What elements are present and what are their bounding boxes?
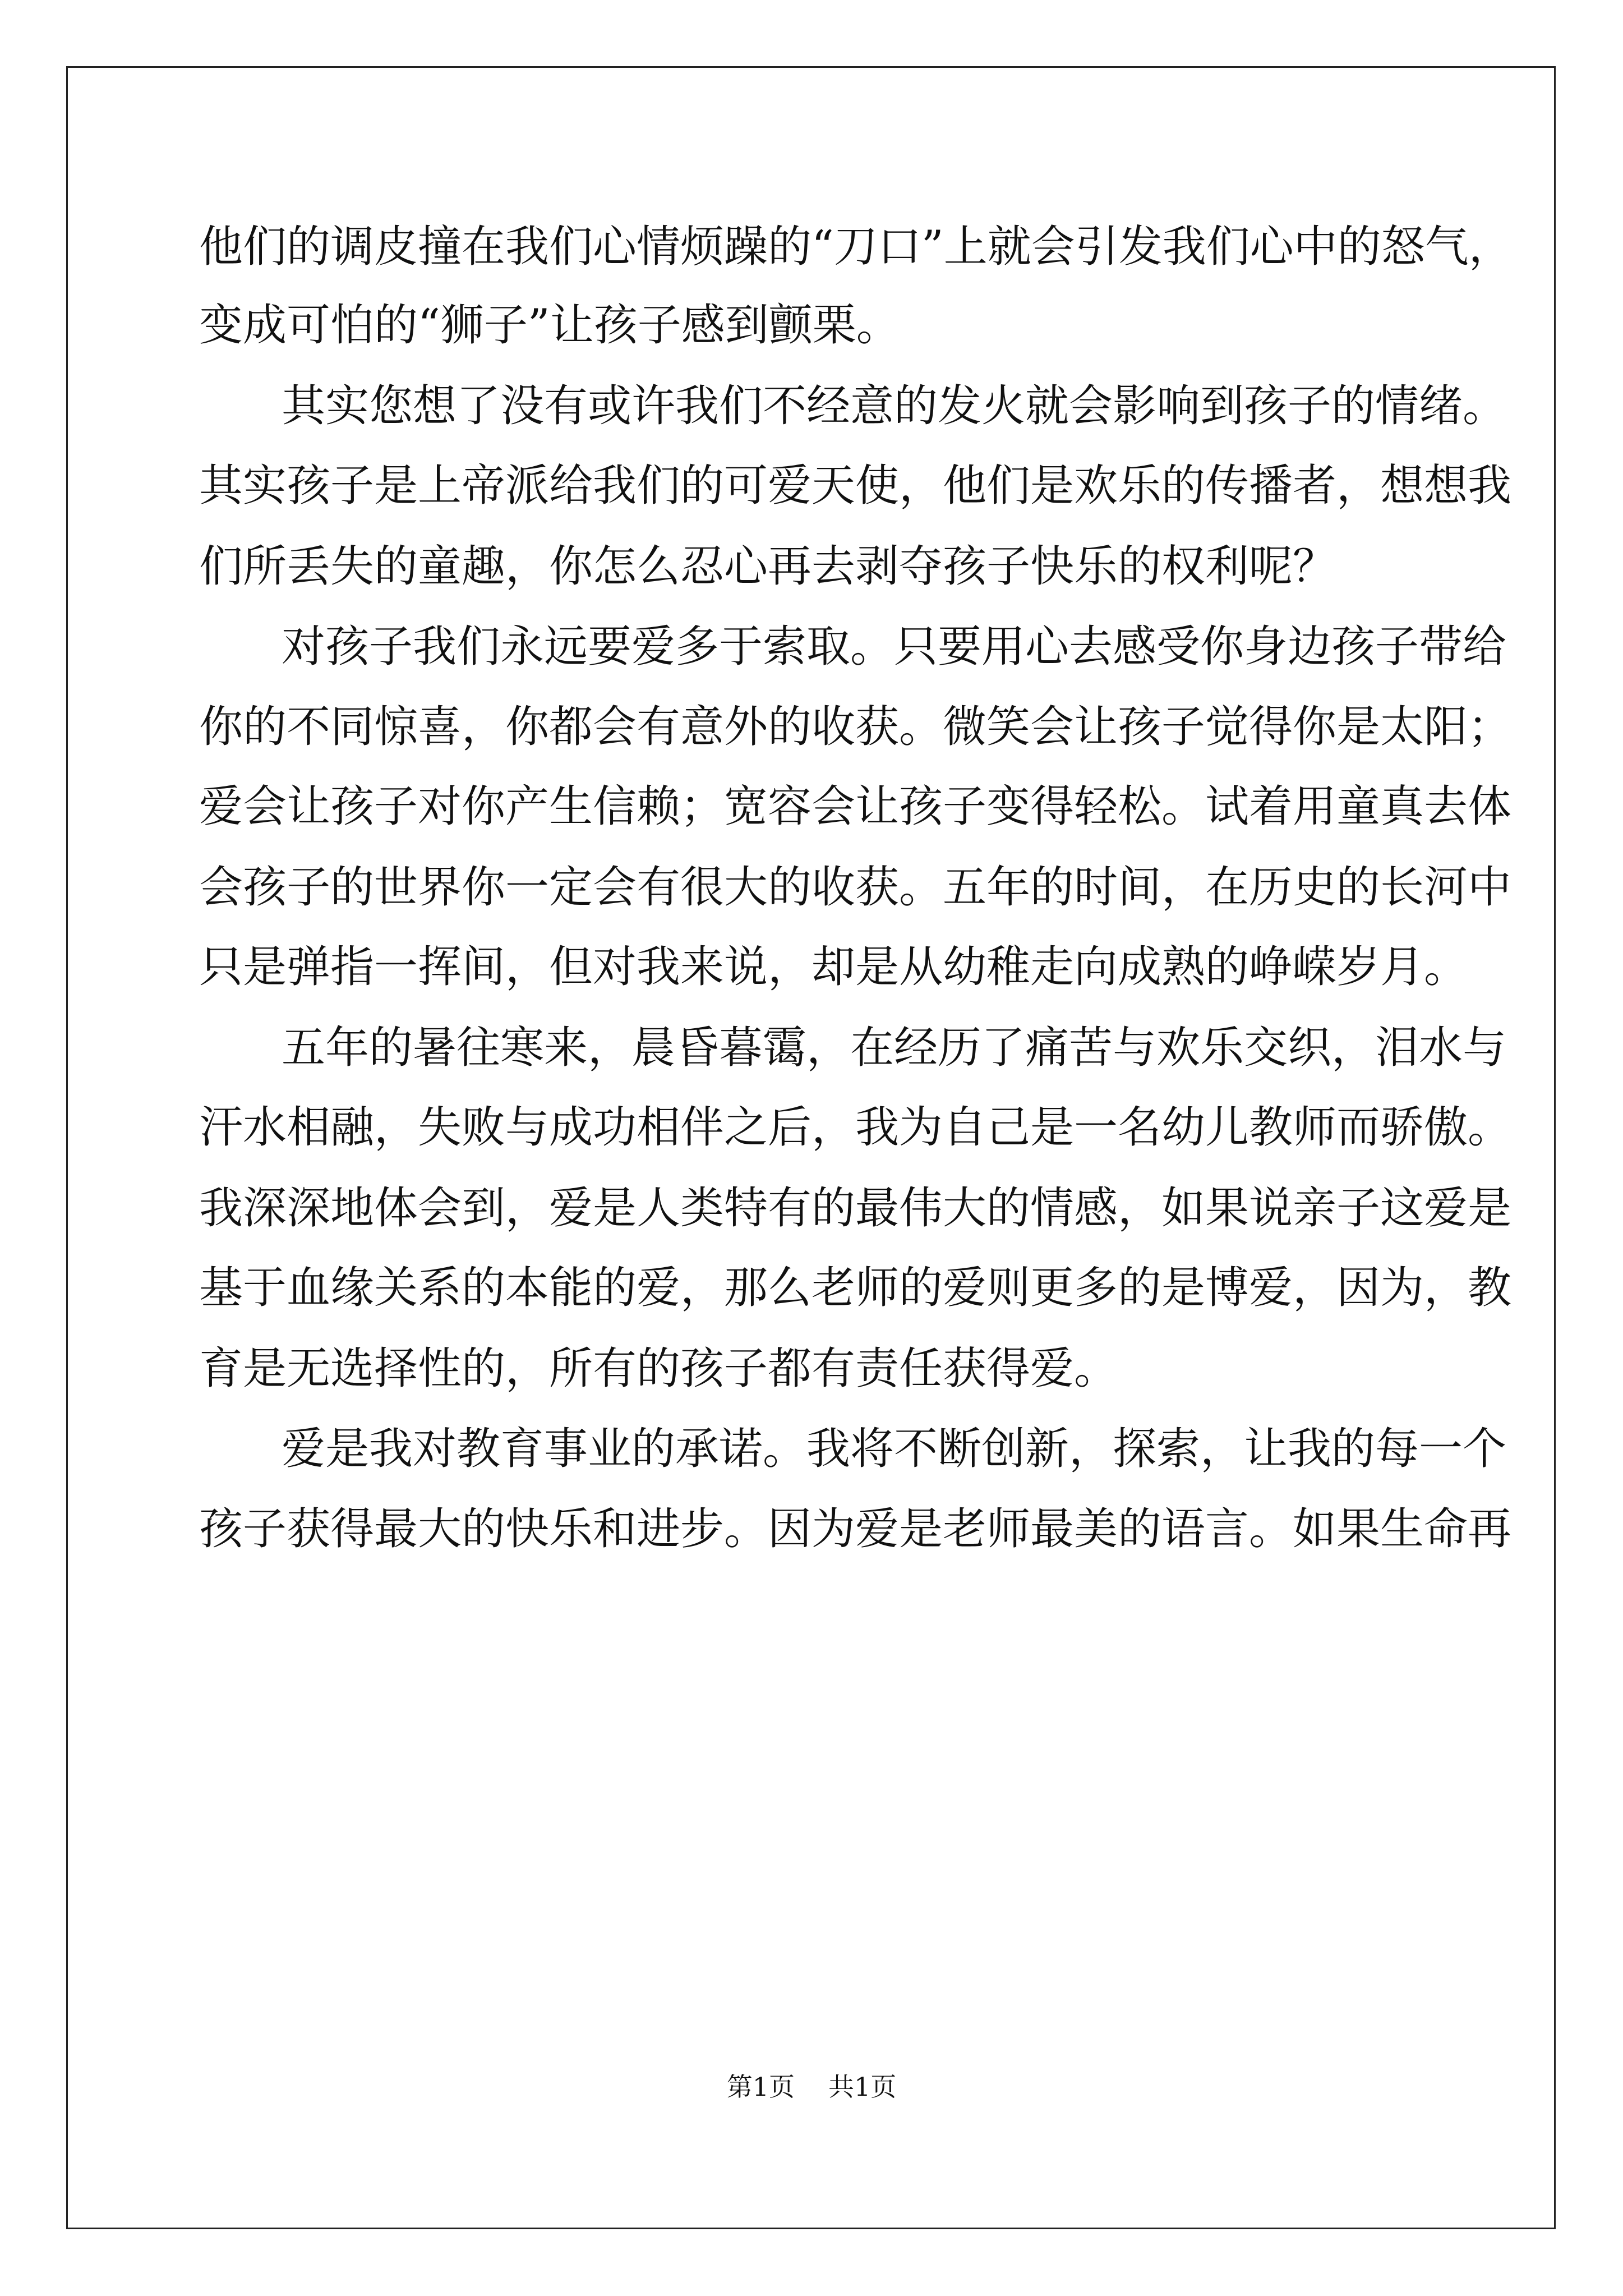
text-line: 孩子获得最大的快乐和进步。因为爱是老师最美的语言。如果生命再 xyxy=(199,1504,1512,1554)
text-line: 育是无选择性的，所有的孩子都有责任获得爱。 xyxy=(199,1343,1118,1394)
paragraph-first-line: 其实您想了没有或许我们不经意的发火就会影响到孩子的情绪。 xyxy=(282,381,1507,431)
text-line: 们所丢失的童趣，你怎么忍心再去剥夺孩子快乐的权利呢？ xyxy=(199,541,1337,592)
text-line: 他们的调皮撞在我们心情烦躁的“刀口”上就会引发我们心中的怒气， xyxy=(199,222,1513,272)
page-total: 共1页 xyxy=(828,2072,897,2102)
text-line: 爱会让孩子对你产生信赖；宽容会让孩子变得轻松。试着用童真去体 xyxy=(199,781,1512,832)
paragraph-first-line: 五年的暑往寒来，晨昏暮霭，在经历了痛苦与欢乐交织，泪水与 xyxy=(282,1023,1507,1073)
text-line: 基于血缘关系的本能的爱，那么老师的爱则更多的是博爱，因为，教 xyxy=(199,1263,1512,1313)
text-line: 你的不同惊喜，你都会有意外的收获。微笑会让孩子觉得你是太阳； xyxy=(199,702,1512,752)
text-line: 我深深地体会到，爱是人类特有的最伟大的情感，如果说亲子这爱是 xyxy=(199,1183,1512,1234)
text-line: 只是弹指一挥间，但对我来说，却是从幼稚走向成熟的峥嵘岁月。 xyxy=(199,942,1468,992)
page-footer xyxy=(0,2070,1623,2104)
text-line: 汗水相融，失败与成功相伴之后，我为自己是一名幼儿教师而骄傲。 xyxy=(199,1102,1512,1153)
paragraph-first-line: 爱是我对教育事业的承诺。我将不断创新，探索，让我的每一个 xyxy=(282,1424,1507,1474)
text-line: 会孩子的世界你一定会有很大的收获。五年的时间，在历史的长河中 xyxy=(199,862,1512,913)
paragraph-first-line: 对孩子我们永远要爱多于索取。只要用心去感受你身边孩子带给 xyxy=(282,622,1507,672)
text-line: 变成可怕的“狮子”让孩子感到颤栗。 xyxy=(199,300,900,351)
page-number: 第1页 xyxy=(726,2072,795,2102)
text-line: 其实孩子是上帝派给我们的可爱天使，他们是欢乐的传播者，想想我 xyxy=(199,461,1512,511)
